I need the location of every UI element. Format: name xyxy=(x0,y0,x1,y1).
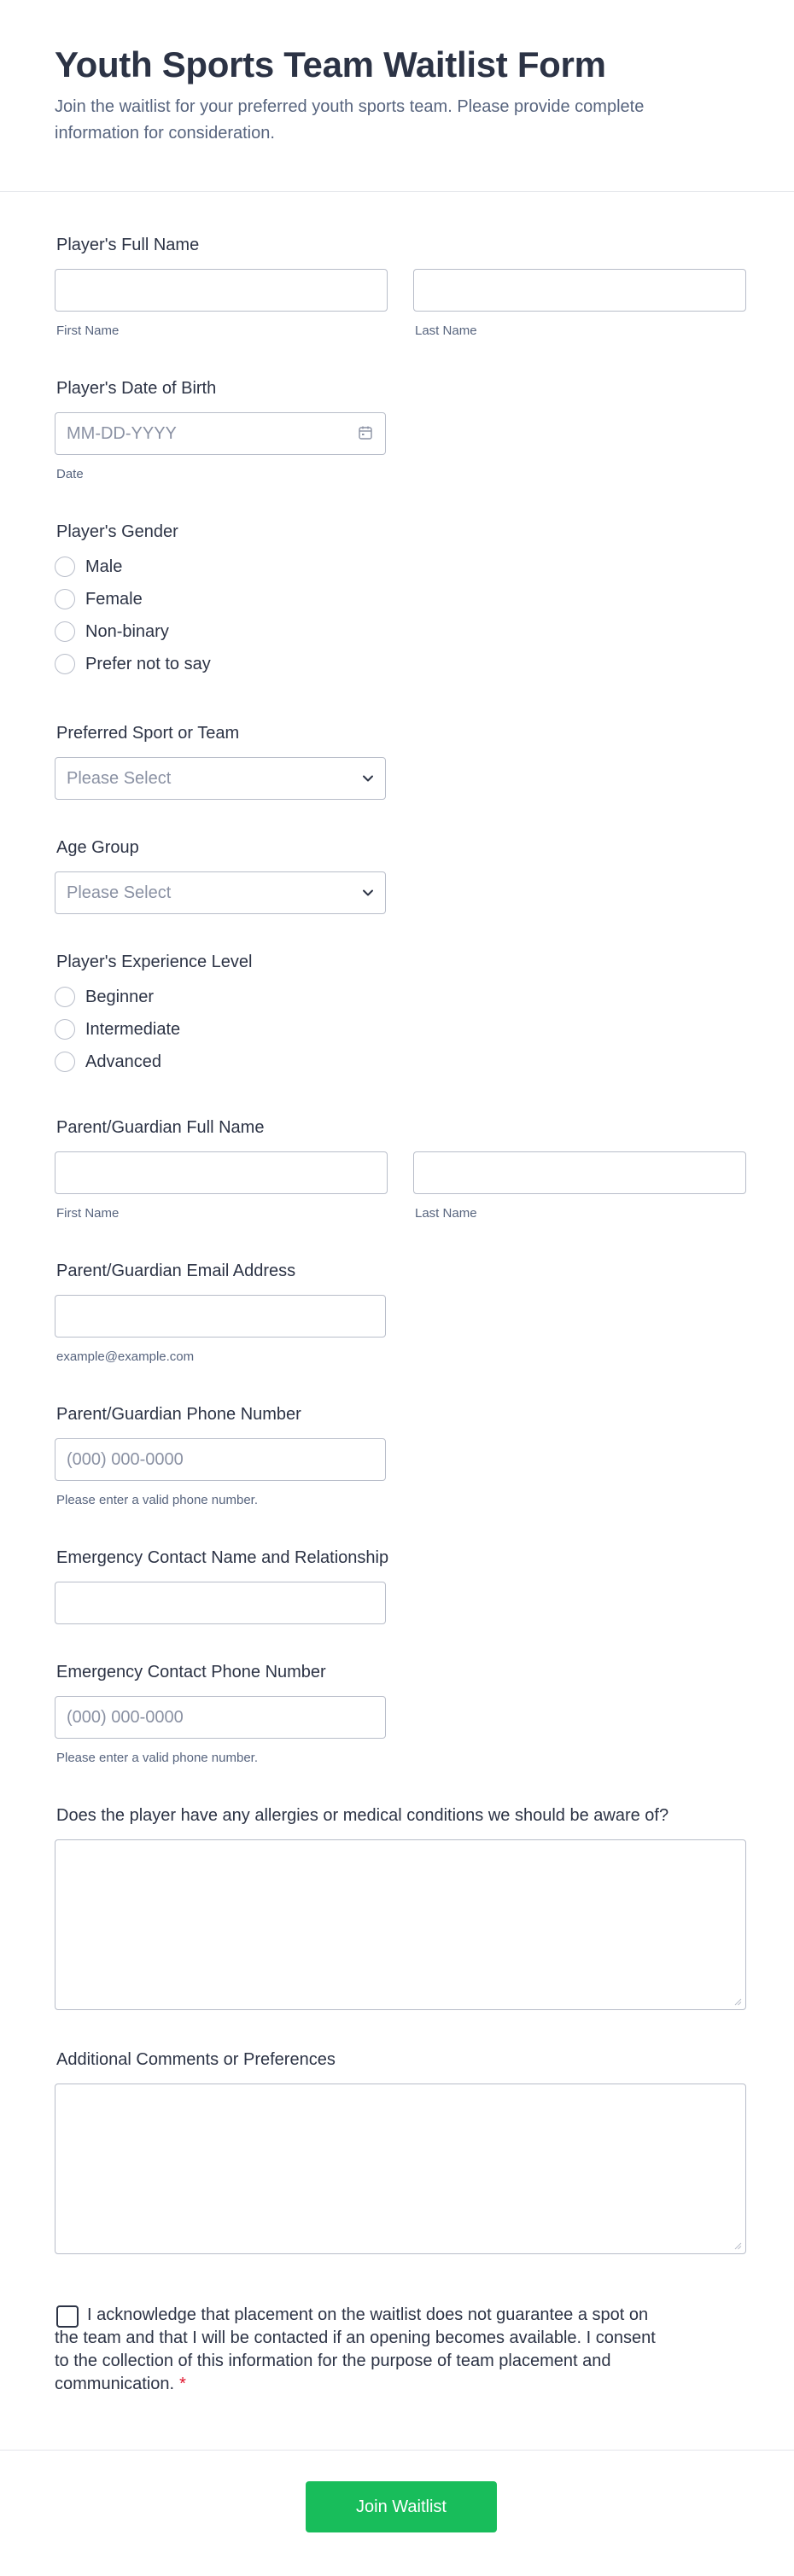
gender-field xyxy=(55,522,746,680)
player-first-name-sublabel: First Name xyxy=(56,323,120,338)
form-title: Youth Sports Team Waitlist Form xyxy=(55,44,606,85)
guardian-email-input[interactable] xyxy=(55,1295,386,1338)
resize-handle-icon[interactable] xyxy=(733,2241,742,2250)
radio-button[interactable] xyxy=(55,1052,75,1072)
guardian-first-name-input[interactable] xyxy=(55,1151,388,1194)
dob-sublabel: Date xyxy=(56,467,84,481)
emergency-phone-field xyxy=(55,1662,746,1766)
age-group-field xyxy=(55,837,746,914)
guardian-name-label: Parent/Guardian Full Name xyxy=(56,1118,265,1137)
chevron-down-icon xyxy=(361,886,375,900)
player-name-label: Player's Full Name xyxy=(56,236,200,254)
join-waitlist-button[interactable]: Join Waitlist xyxy=(306,2481,497,2532)
experience-option-advanced[interactable]: Advanced xyxy=(55,1046,746,1078)
emergency-phone-input[interactable] xyxy=(55,1696,386,1739)
gender-options xyxy=(55,551,746,680)
sport-field xyxy=(55,723,746,800)
comments-textarea[interactable] xyxy=(55,2084,746,2254)
experience-option-beginner[interactable]: Beginner xyxy=(55,981,746,1013)
guardian-phone-label: Parent/Guardian Phone Number xyxy=(56,1405,301,1424)
radio-button[interactable] xyxy=(55,987,75,1007)
experience-option-intermediate[interactable]: Intermediate xyxy=(55,1013,746,1046)
dob-placeholder: MM-DD-YYYY xyxy=(67,424,177,443)
emergency-phone-label: Emergency Contact Phone Number xyxy=(56,1663,326,1681)
form-footer-divider xyxy=(0,2450,794,2451)
sport-selected-value: Please Select xyxy=(67,769,172,788)
comments-field xyxy=(55,2049,746,2254)
consent-text: I acknowledge that placement on the waitlist does not guarantee a spot on the team and that I will be contacted if an opening becomes available. I consent to the collection of this information for the purpose of team placement and communication. xyxy=(55,2305,656,2393)
gender-option-prefer-not-to-say[interactable]: Prefer not to say xyxy=(55,648,746,680)
form-body xyxy=(0,235,794,2396)
calendar-icon[interactable] xyxy=(358,425,373,440)
age-group-selected-value: Please Select xyxy=(67,883,172,902)
emergency-contact-input[interactable] xyxy=(55,1582,386,1624)
guardian-email-sublabel: example@example.com xyxy=(56,1349,195,1364)
age-group-label: Age Group xyxy=(56,838,139,857)
age-group-select[interactable] xyxy=(55,871,386,914)
medical-label: Does the player have any allergies or medical conditions we should be aware of? xyxy=(56,1806,669,1825)
dob-input[interactable] xyxy=(55,412,386,455)
gender-option-male[interactable]: Male xyxy=(55,551,746,583)
player-last-name-sublabel: Last Name xyxy=(415,323,477,338)
consent-field xyxy=(55,2304,746,2396)
guardian-last-name-sublabel: Last Name xyxy=(415,1206,477,1221)
comments-label: Additional Comments or Preferences xyxy=(56,2050,336,2069)
player-last-name-input[interactable] xyxy=(413,269,746,312)
medical-field xyxy=(55,1805,746,2010)
guardian-phone-sublabel: Please enter a valid phone number. xyxy=(56,1493,258,1507)
experience-options xyxy=(55,981,746,1078)
emergency-phone-placeholder: (000) 000-0000 xyxy=(67,1708,184,1727)
guardian-last-name-input[interactable] xyxy=(413,1151,746,1194)
guardian-phone-placeholder: (000) 000-0000 xyxy=(67,1450,184,1469)
guardian-phone-field xyxy=(55,1404,746,1508)
guardian-phone-input[interactable] xyxy=(55,1438,386,1481)
guardian-email-label: Parent/Guardian Email Address xyxy=(56,1262,296,1280)
radio-button[interactable] xyxy=(55,1019,75,1040)
gender-label: Player's Gender xyxy=(56,522,178,541)
consent-label xyxy=(55,2304,669,2396)
radio-button[interactable] xyxy=(55,621,75,642)
emergency-contact-label: Emergency Contact Name and Relationship xyxy=(56,1548,389,1567)
gender-option-non-binary[interactable]: Non-binary xyxy=(55,615,746,648)
guardian-first-name-sublabel: First Name xyxy=(56,1206,120,1221)
form-header xyxy=(0,0,794,192)
emergency-phone-sublabel: Please enter a valid phone number. xyxy=(56,1751,258,1765)
sport-label: Preferred Sport or Team xyxy=(56,724,240,743)
experience-field xyxy=(55,952,746,1078)
radio-button[interactable] xyxy=(55,654,75,674)
dob-field xyxy=(55,378,746,482)
radio-button[interactable] xyxy=(55,557,75,577)
consent-checkbox[interactable] xyxy=(56,2305,79,2328)
gender-option-female[interactable]: Female xyxy=(55,583,746,615)
experience-label: Player's Experience Level xyxy=(56,953,253,971)
emergency-contact-field xyxy=(55,1547,746,1624)
sport-select[interactable] xyxy=(55,757,386,800)
player-name-field xyxy=(55,235,746,339)
chevron-down-icon xyxy=(361,772,375,785)
guardian-name-field xyxy=(55,1117,746,1221)
dob-label: Player's Date of Birth xyxy=(56,379,217,398)
player-first-name-input[interactable] xyxy=(55,269,388,312)
form-description: Join the waitlist for your preferred youth sports team. Please provide complete information for consideration. xyxy=(55,97,645,143)
guardian-email-field xyxy=(55,1261,746,1365)
radio-button[interactable] xyxy=(55,589,75,609)
medical-textarea[interactable] xyxy=(55,1839,746,2010)
resize-handle-icon[interactable] xyxy=(733,1997,742,2006)
required-mark: * xyxy=(179,2375,186,2393)
